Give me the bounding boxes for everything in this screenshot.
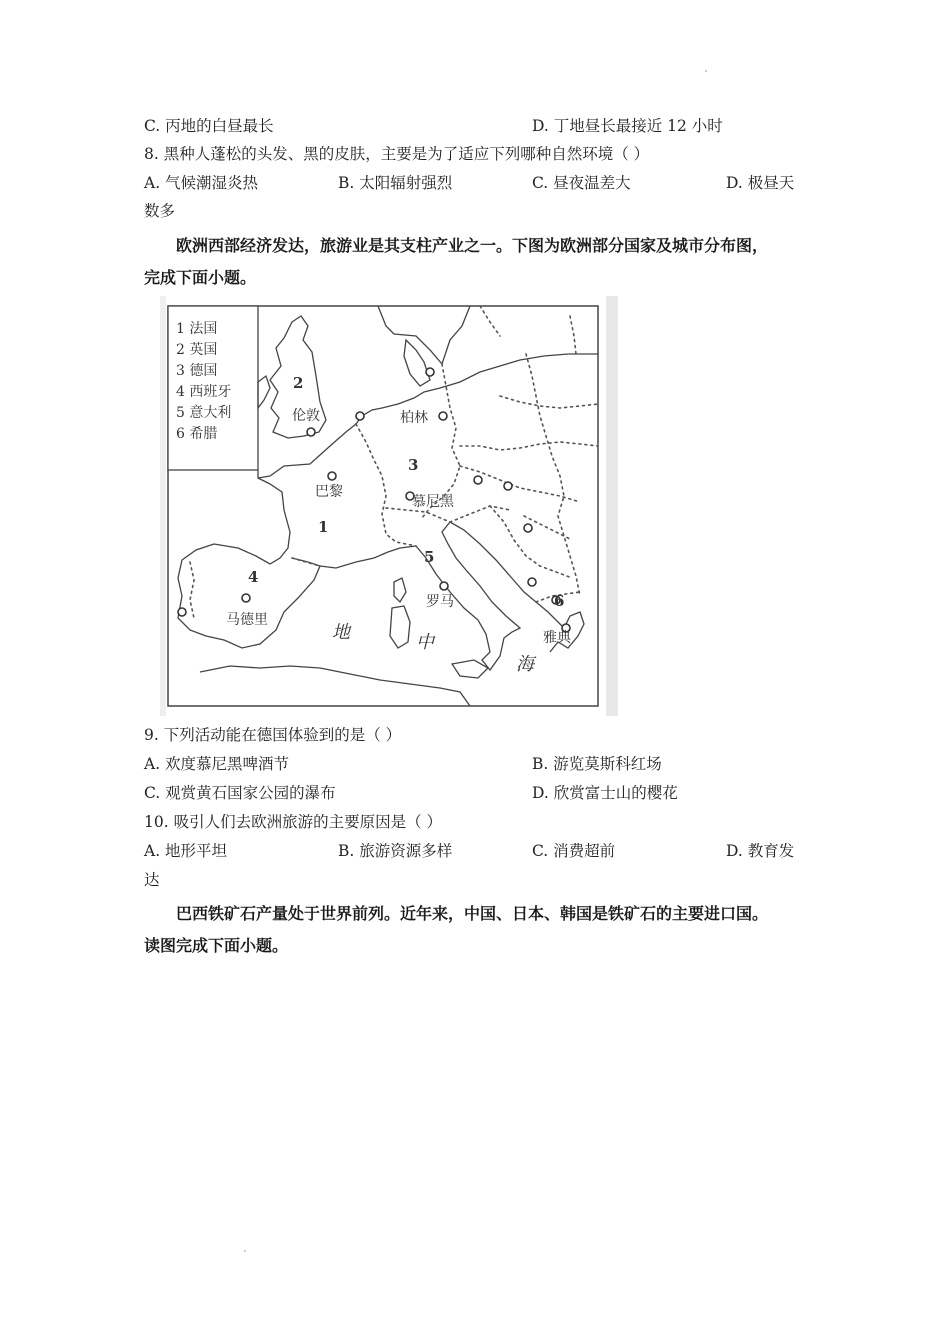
q10-stem: 10. 吸引人们去欧洲旅游的主要原因是（ ） bbox=[144, 813, 443, 831]
q9-option-c[interactable]: C. 观赏黄石国家公园的瀑布 bbox=[144, 784, 336, 802]
page-speck-bottom bbox=[244, 1250, 246, 1252]
legend-item-5: 5 意大利 bbox=[176, 405, 232, 421]
country-number-2: 2 bbox=[293, 374, 304, 392]
sea-label-1: 地 bbox=[332, 622, 350, 643]
q7-option-c[interactable]: C. 丙地的白昼最长 bbox=[144, 117, 274, 135]
sea-label-3: 海 bbox=[516, 654, 534, 675]
sea-label-2: 中 bbox=[416, 632, 434, 653]
city-label-athens: 雅典 bbox=[543, 630, 571, 646]
q8-option-c[interactable]: C. 昼夜温差大 bbox=[532, 174, 631, 192]
europe-intro-line1: 欧洲西部经济发达，旅游业是其支柱产业之一。下图为欧洲部分国家及城市分布图， bbox=[176, 236, 769, 255]
brazil-intro-line2: 读图完成下面小题。 bbox=[144, 936, 289, 955]
q9-stem: 9. 下列活动能在德国体验到的是（ ） bbox=[144, 726, 402, 744]
europe-map bbox=[160, 296, 618, 716]
legend-item-2: 2 英国 bbox=[176, 342, 218, 358]
q10-option-b[interactable]: B. 旅游资源多样 bbox=[338, 842, 453, 860]
country-number-3: 3 bbox=[408, 456, 419, 474]
country-number-1: 1 bbox=[318, 518, 329, 536]
europe-intro-line2: 完成下面小题。 bbox=[144, 268, 257, 287]
q9-option-d[interactable]: D. 欣赏富士山的樱花 bbox=[532, 784, 678, 802]
legend-item-4: 4 西班牙 bbox=[176, 384, 232, 400]
q10-option-a[interactable]: A. 地形平坦 bbox=[144, 842, 228, 860]
city-marker-london bbox=[307, 428, 315, 436]
page-speck-top bbox=[705, 70, 707, 72]
q9-option-a[interactable]: A. 欢度慕尼黑啤酒节 bbox=[144, 755, 290, 773]
country-number-4: 4 bbox=[248, 568, 259, 586]
city-marker-amsterdam bbox=[356, 412, 364, 420]
city-marker-budapest bbox=[504, 482, 512, 490]
city-marker-tirana bbox=[528, 578, 536, 586]
city-marker-paris bbox=[328, 472, 336, 480]
q8-option-d-wrap: 数多 bbox=[144, 202, 176, 220]
city-label-london: 伦敦 bbox=[292, 408, 320, 424]
q10-option-d[interactable]: D. 教育发 bbox=[726, 842, 795, 860]
legend-item-3: 3 德国 bbox=[176, 363, 218, 379]
q8-option-a[interactable]: A. 气候潮湿炎热 bbox=[144, 174, 259, 192]
q8-stem: 8. 黑种人蓬松的头发、黑的皮肤，主要是为了适应下列哪种自然环境（ ） bbox=[144, 145, 650, 163]
country-number-6: 6 bbox=[554, 592, 565, 610]
country-number-5: 5 bbox=[424, 548, 435, 566]
city-marker-belgrade bbox=[524, 524, 532, 532]
city-marker-berlin bbox=[439, 412, 447, 420]
q8-option-d[interactable]: D. 极昼天 bbox=[726, 174, 795, 192]
q9-option-b[interactable]: B. 游览莫斯科红场 bbox=[532, 755, 662, 773]
brazil-intro-line1: 巴西铁矿石产量处于世界前列。近年来，中国、日本、韩国是铁矿石的主要进口国。 bbox=[176, 904, 769, 923]
q10-option-c[interactable]: C. 消费超前 bbox=[532, 842, 616, 860]
city-marker-rome bbox=[440, 582, 448, 590]
city-label-munich: 慕尼黑 bbox=[412, 494, 454, 510]
q10-option-d-wrap: 达 bbox=[144, 871, 160, 889]
city-label-madrid: 马德里 bbox=[226, 612, 268, 628]
city-label-rome: 罗马 bbox=[426, 594, 454, 610]
city-marker-copenhagen bbox=[426, 368, 434, 376]
city-marker-vienna bbox=[474, 476, 482, 484]
city-label-berlin: 柏林 bbox=[400, 410, 428, 426]
q7-option-d[interactable]: D. 丁地昼长最接近 12 小时 bbox=[532, 117, 723, 135]
q8-option-b[interactable]: B. 太阳辐射强烈 bbox=[338, 174, 453, 192]
legend-item-6: 6 希腊 bbox=[176, 426, 218, 442]
city-marker-lisbon bbox=[178, 608, 186, 616]
city-label-paris: 巴黎 bbox=[315, 484, 343, 500]
city-marker-madrid bbox=[242, 594, 250, 602]
legend-item-1: 1 法国 bbox=[176, 321, 218, 337]
